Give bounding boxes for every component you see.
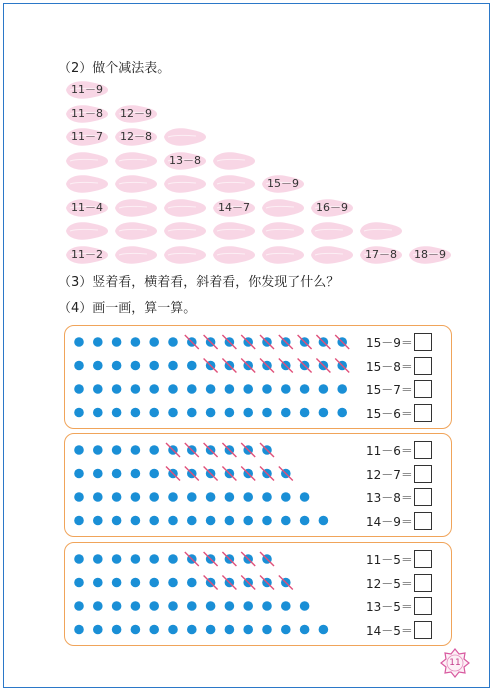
dot (112, 384, 122, 394)
cross-out-mark (260, 359, 274, 373)
dot (262, 601, 272, 611)
dot (281, 408, 291, 418)
cross-out-mark (222, 576, 236, 590)
cross-out-mark (241, 552, 255, 566)
dot (93, 469, 103, 479)
answer-box[interactable] (414, 465, 432, 483)
cross-out-mark (279, 359, 293, 373)
cross-out-mark (222, 359, 236, 373)
table-cell-label: 13－8 (169, 153, 201, 167)
dot (168, 337, 178, 347)
table-cell-label: 11－4 (71, 200, 103, 214)
dot (168, 408, 178, 418)
cross-out-mark (204, 576, 218, 590)
dot (168, 361, 178, 371)
dot (112, 601, 122, 611)
dot (131, 384, 141, 394)
dot (74, 578, 84, 588)
dot (131, 361, 141, 371)
dot (149, 516, 159, 526)
dot (243, 625, 253, 635)
cross-out-mark (166, 467, 180, 481)
dot (319, 408, 329, 418)
equation-text: 15－9＝ (366, 336, 413, 350)
dot (74, 516, 84, 526)
dot (187, 492, 197, 502)
dot (281, 625, 291, 635)
dot (74, 625, 84, 635)
dot (131, 516, 141, 526)
table-cell-label: 17－8 (365, 247, 397, 261)
dot (112, 625, 122, 635)
dot (187, 601, 197, 611)
dot (168, 554, 178, 564)
dot (131, 469, 141, 479)
dot (225, 601, 235, 611)
answer-box[interactable] (414, 512, 432, 530)
dot (187, 384, 197, 394)
table-cell-label: 15－9 (267, 177, 299, 190)
equation-text: 13－5＝ (366, 600, 413, 614)
dot (262, 492, 272, 502)
dot (206, 492, 216, 502)
dot (187, 361, 197, 371)
equation-text: 14－9＝ (366, 514, 413, 529)
dot (281, 492, 291, 502)
section-4-title: （4）画一画，算一算。 (58, 301, 197, 316)
dot (112, 337, 122, 347)
dot (206, 516, 216, 526)
dot (74, 384, 84, 394)
dot (300, 384, 310, 394)
equation-text: 11－6＝ (366, 444, 413, 458)
dot (112, 361, 122, 371)
dot (149, 601, 159, 611)
dot (206, 384, 216, 394)
answer-box[interactable] (414, 441, 432, 459)
cross-out-mark (260, 443, 274, 457)
dot (243, 516, 253, 526)
dot (187, 578, 197, 588)
dot (243, 601, 253, 611)
dot (93, 578, 103, 588)
dot (112, 469, 122, 479)
dot (93, 492, 103, 502)
dot (74, 361, 84, 371)
dot (319, 625, 329, 635)
dot (300, 408, 310, 418)
cross-out-mark (260, 335, 274, 349)
dot (168, 578, 178, 588)
equation-text: 14－5＝ (366, 623, 413, 638)
table-cell-label: 11－7 (71, 130, 103, 143)
answer-box[interactable] (414, 357, 432, 375)
dot (149, 445, 159, 455)
cross-out-mark (298, 359, 312, 373)
dot (300, 516, 310, 526)
section-2-title: （2）做个减法表。 (58, 61, 171, 76)
dot (74, 408, 84, 418)
cross-out-mark (335, 335, 349, 349)
table-cell-label: 12－9 (120, 106, 152, 120)
cross-out-mark (260, 467, 274, 481)
dot (243, 408, 253, 418)
cross-out-mark (204, 443, 218, 457)
dot (168, 492, 178, 502)
dot (300, 492, 310, 502)
page-number-badge (440, 648, 470, 678)
dot (93, 445, 103, 455)
dot (225, 408, 235, 418)
cross-out-mark (298, 335, 312, 349)
cross-out-mark (204, 467, 218, 481)
cross-out-mark (222, 467, 236, 481)
dot (168, 384, 178, 394)
dot (149, 554, 159, 564)
equation-text: 12－7＝ (366, 467, 413, 482)
dot (131, 445, 141, 455)
cross-out-mark (241, 443, 255, 457)
cross-out-mark (316, 335, 330, 349)
dot (149, 625, 159, 635)
equation-text: 12－5＝ (366, 576, 413, 591)
table-cell-label: 14－7 (218, 200, 250, 214)
answer-box[interactable] (414, 333, 432, 351)
answer-box[interactable] (414, 550, 432, 568)
dot (74, 492, 84, 502)
dot (319, 384, 329, 394)
dot (168, 516, 178, 526)
dot (225, 625, 235, 635)
cross-out-mark (260, 576, 274, 590)
dot (131, 554, 141, 564)
dot (93, 361, 103, 371)
dot (93, 625, 103, 635)
dot (168, 625, 178, 635)
dot (149, 361, 159, 371)
dot (300, 625, 310, 635)
cross-out-mark (204, 335, 218, 349)
dot (187, 408, 197, 418)
dot (112, 492, 122, 502)
dot (149, 492, 159, 502)
dot (74, 601, 84, 611)
dot (149, 408, 159, 418)
dot (243, 492, 253, 502)
table-cell-label: 12－8 (120, 130, 152, 143)
dot (243, 384, 253, 394)
dot (187, 625, 197, 635)
dot (168, 601, 178, 611)
equation-text: 15－7＝ (366, 383, 413, 397)
dot (74, 337, 84, 347)
dot (281, 516, 291, 526)
dot (319, 516, 329, 526)
section-3-question: （3）竖着看，横着看，斜着看，你发现了什么？ (58, 275, 340, 290)
dot (149, 469, 159, 479)
dot (93, 384, 103, 394)
dot (131, 408, 141, 418)
cross-out-mark (241, 359, 255, 373)
equation-text: 15－6＝ (366, 406, 413, 421)
dot (93, 408, 103, 418)
equation-text: 15－8＝ (366, 359, 413, 374)
dot (281, 601, 291, 611)
cross-out-mark (204, 359, 218, 373)
dot (149, 337, 159, 347)
cross-out-mark (185, 443, 199, 457)
cross-out-mark (316, 359, 330, 373)
cross-out-mark (241, 467, 255, 481)
cross-out-mark (185, 335, 199, 349)
dot (225, 516, 235, 526)
dot (131, 601, 141, 611)
dot (131, 337, 141, 347)
cross-out-mark (260, 552, 274, 566)
dot (206, 625, 216, 635)
dot (112, 578, 122, 588)
dot (93, 554, 103, 564)
cross-out-mark (222, 335, 236, 349)
answer-box[interactable] (414, 380, 432, 398)
dot (74, 445, 84, 455)
page-number: 11 (449, 658, 461, 668)
dot (131, 492, 141, 502)
dot (131, 578, 141, 588)
table-cell-label: 16－9 (316, 200, 348, 214)
cross-out-mark (335, 359, 349, 373)
cross-out-mark (185, 552, 199, 566)
dot (225, 384, 235, 394)
cross-out-mark (241, 576, 255, 590)
answer-box[interactable] (414, 574, 432, 592)
cross-out-mark (241, 335, 255, 349)
dot (206, 408, 216, 418)
dot (281, 384, 291, 394)
dot (262, 625, 272, 635)
cross-out-mark (279, 467, 293, 481)
equation-text: 13－8＝ (366, 491, 413, 505)
dot (112, 554, 122, 564)
dot (337, 408, 347, 418)
dot (206, 601, 216, 611)
dot (93, 516, 103, 526)
dot (112, 516, 122, 526)
dot (262, 516, 272, 526)
dot (112, 445, 122, 455)
cross-out-mark (222, 443, 236, 457)
answer-box[interactable] (414, 597, 432, 615)
table-cell-label: 11－8 (71, 106, 103, 120)
dot (93, 337, 103, 347)
dot (225, 492, 235, 502)
dot (187, 516, 197, 526)
dot (131, 625, 141, 635)
table-cell-label: 11－9 (71, 83, 103, 96)
cross-out-mark (204, 552, 218, 566)
cross-out-mark (279, 335, 293, 349)
dot (262, 384, 272, 394)
cross-out-mark (185, 467, 199, 481)
dot (74, 554, 84, 564)
cross-out-mark (222, 552, 236, 566)
answer-box[interactable] (414, 621, 432, 639)
table-cell-label: 11－2 (71, 247, 103, 261)
cross-out-mark (166, 443, 180, 457)
equation-text: 11－5＝ (366, 553, 413, 567)
dot (149, 578, 159, 588)
dot (112, 408, 122, 418)
answer-box[interactable] (414, 488, 432, 506)
dot (262, 408, 272, 418)
table-cell-label: 18－9 (414, 247, 446, 261)
dot (93, 601, 103, 611)
dot (300, 601, 310, 611)
answer-box[interactable] (414, 404, 432, 422)
dot (149, 384, 159, 394)
dot (337, 384, 347, 394)
cross-out-mark (279, 576, 293, 590)
dot (74, 469, 84, 479)
